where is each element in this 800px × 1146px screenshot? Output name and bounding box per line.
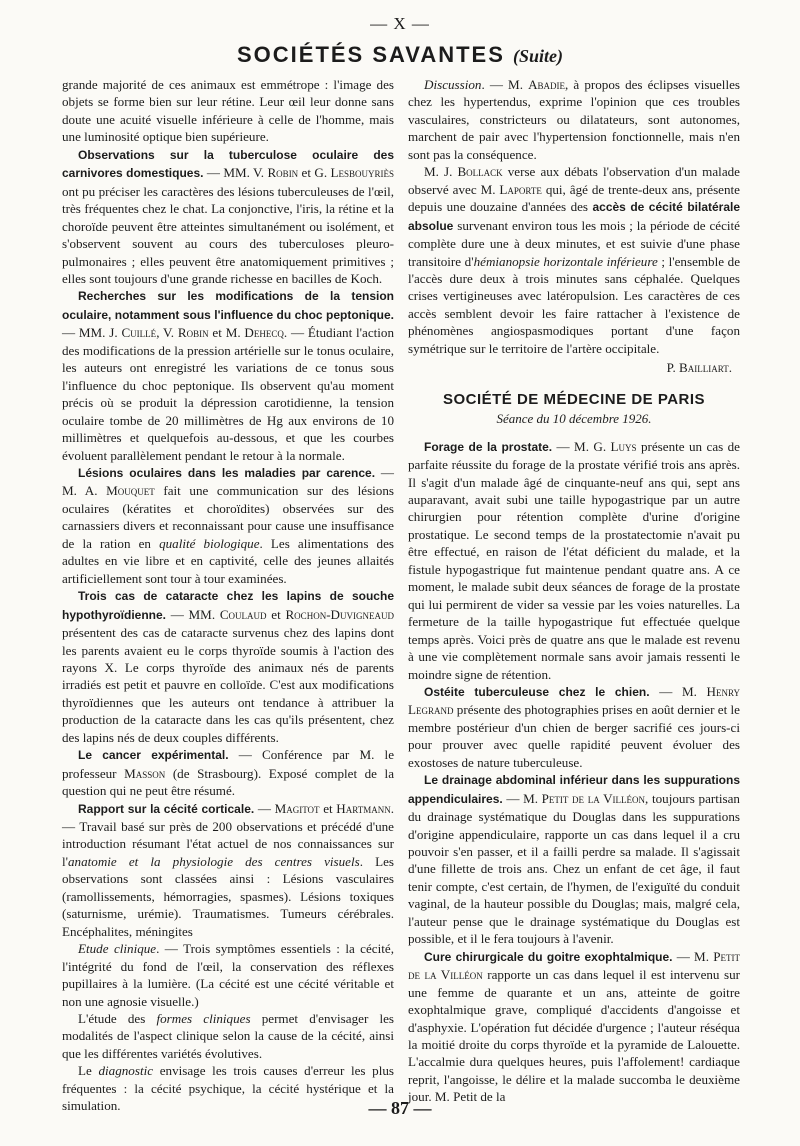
section-title: SOCIÉTÉ DE MÉDECINE DE PARIS	[442, 390, 706, 408]
author-name: Henry Legrand	[408, 683, 740, 718]
article-title: Ostéite tuberculeuse chez le chien.	[424, 684, 650, 699]
author-name: Lesbouyriès	[330, 165, 395, 181]
author-name: Robin	[177, 325, 209, 341]
article-title: Recherches sur les modifications de la tension oculaire, notamment sous l'influence du choc peptonique.	[62, 289, 394, 322]
article-title: Le drainage abdominal inférieur dans les suppurations appendiculaires.	[408, 773, 740, 806]
author-name: Coulaud	[219, 606, 267, 622]
article-title: Forage de la prostate.	[424, 439, 553, 454]
author-name: Magitot	[274, 800, 320, 816]
masthead-title: SOCIÉTÉS SAVANTES	[236, 42, 505, 67]
article-body: rapporte un cas dans lequel il est intervenu sur une femme de quarante et un ans, atteinte de goitre exophtalmique grave, compliqué d'accidents d'angoisse et d'asphyxie. L'opération fut décidée d'urgence ; l'auteur réséqua la moitié droite du corps thyroïde et la pyramide de Lalouette. L'accalmie dura quelques heures, puis l'affolement! cardiaque reprit, l'angoisse, le délire et la malade succomba le deuxième jour. M. Petit de la	[408, 967, 740, 1105]
author-name: Petit de la Villéon	[408, 948, 740, 983]
author-name: Bollack	[457, 164, 503, 180]
article-title: Observations sur la tuberculose oculaire des carnivores domestiques.	[62, 147, 394, 181]
author-name: Masson	[124, 765, 166, 781]
paragraph-discussion: Discussion. — M. Abadie, à propos des éclipses visuelles chez les hypertendus, exprime l'opinion que ces troubles vasculaires, constricteurs ou dilatateurs, sont autonomes, marchent de pair avec l'hypertension fonctionnelle, mais n'en sont pas la conséquence.	[408, 77, 740, 162]
article-carence: Lésions oculaires dans les maladies par carence. — M. A. Mouquet fait une communication sur des lésions oculaires (kératites et choroïdites) observées sur des carnassiers divers et reconnaissant pour cause une insuffisance de la ration en qualité biologique. Les alimentations des adultes en vie libre et en captivité, celle des jeunes allaités artificiellement sont tour à tour examinées.	[62, 464, 394, 586]
section-subtitle: Séance du 10 décembre 1926.	[496, 411, 652, 427]
article-title: Trois cas de cataracte chez les lapins de souche hypothyroïdienne.	[62, 589, 394, 622]
article-title: Lésions oculaires dans les maladies par carence.	[78, 465, 376, 480]
article-body: présente un cas de parfaite réussite du forage de la prostate vérifié trois ans après. Il s'agit d'un malade âgé de cinquante-neuf ans qui, sept ans auparavant, avait subi une taille hypogastrique par un autre chirurgien pour rétention complète d'urine d'origine prostatique. Le second temps de la prostatectomie n'avait pu être effectué, en raison de l'état déficient du malade, et la fistule hypogastrique fut maintenue pendant quatre ans. A ce moment, le malade subit deux séances de forage de la prostate qui lui permirent de vider sa vessie par les voies naturelles. La fermeture de la taille hypogastrique fut effectuée quelque temps après. Voici près de quatre ans que le malade est revenu à une vie complètement normale sans avoir jamais ressenti le moindre signe de rétention.	[408, 438, 740, 682]
author-name: Laporte	[499, 181, 542, 197]
article-title: Cure chirurgicale du goitre exophtalmique.	[424, 949, 673, 964]
paragraph-diagnostic: Le diagnostic envisage les trois causes d'erreur les plus fréquentes : la cécité psychique, la cécité hystérique et la simulation.	[62, 1063, 395, 1114]
signature: P. Bailliart.	[666, 360, 732, 376]
author-name: Rochon-Duvigneaud	[285, 606, 394, 622]
article-forage-prostate: Forage de la prostate. — M. G. Luys présente un cas de parfaite réussite du forage de la prostate vérifié trois ans après. Il s'agit d'un malade âgé de cinquante-neuf ans qui, sept ans auparavant, avait subi une taille hypogastrique par un autre chirurgien pour rétention complète d'urine d'origine prostatique. Le second temps de la prostatectomie n'avait pu être effectué, en raison de l'état déficient du malade, et la fistule hypogastrique fut maintenue pendant quatre ans. A ce moment, le malade subit deux séances de forage de la prostate qui lui permirent de vider sa vessie par les voies naturelles. La fermeture de la taille hypogastrique fut effectuée quelque temps après. Voici près de quatre ans que le malade est revenu à une vie complètement normale sans avoir jamais ressenti le moindre signe de rétention.	[408, 438, 740, 682]
paragraph-etude-clinique: Etude clinique. — Trois symptômes essentiels : la cécité, l'intégrité du fond de l'œil, la conservation des réflexes pupillaires à la lumière. (La cécité est une cécité véritable et non une agnosie visuelle.)	[62, 941, 394, 1009]
article-body: , toujours partisan du drainage systématique du Douglas dans les suppurations d'origine appendiculaire, rapporte un cas dans lequel il a cru pouvoir s'en passer, et il a failli perdre sa malade. Il s'agissait d'une fillette de trois ans. Chez un enfant de cet âge, il faut tenir compte, c'est certain, de l'hymen, de l'exiguïté du conduit vaginal, de la hauteur possible du Douglas; mais, malgré cela, l'auteur pense que le drainage systématique du Douglas est possible, et il le fera toujours à l'avenir.	[408, 790, 740, 947]
author-name: Petit de la Villéon	[541, 790, 646, 806]
author-name: Mouquet	[106, 483, 155, 499]
author-name: Abadie	[528, 77, 566, 92]
paragraph-formes-cliniques: L'étude des formes cliniques permet d'envisager les modalités de l'aspect clinique selon la cause de la cécité, ainsi que les différentes variétés évolutives.	[62, 1011, 394, 1061]
article-body: ont pu préciser les caractères des lésions tuberculeuses de l'œil, très fréquentes chez le chat. La conjonctive, l'iris, la rétine et la choroïde peuvent être atteintes simultanément ou isolément, et s'observent souvent au cours des tuberculoses pleuro-pulmonaires ; elles peuvent être anatomiquement primitives ; elles sont toujours d'une grande richesse en bacilles de Koch.	[62, 183, 394, 286]
author-name: Cuillé	[121, 325, 157, 341]
article-title: Le cancer expérimental.	[78, 748, 229, 763]
author-name: Luys	[610, 438, 637, 454]
article-tension-oculaire: Recherches sur les modifications de la tension oculaire, notamment sous l'influence du choc peptonique. — MM. J. Cuillé, V. Robin et M. Dehecq. — Étudiant l'action des modifications de la pression artérielle sur le tonus oculaire, les auteurs ont enregistré les variations de ce tonus sous l'influence du choc peptonique. Ils observent qu'au moment précis où se produit la dépression carotidienne, la tension oculaire tombe de 20 millimètres de Hg aux environs de 10 millimètres et quelquefois au-dessous, et que les courbes évoluent parallèlement pendant le retour à la normale.	[62, 289, 395, 463]
article-osteite: Ostéite tuberculeuse chez le chien. — M. Henry Legrand présente des photographies prises en août dernier et le membre postérieur d'un chien de berger sacrifié ces jours-ci pour prouver avec quelle rapidité peuvent évoluer des exostoses de nature tuberculeuse.	[408, 683, 740, 770]
article-drainage: Le drainage abdominal inférieur dans les suppurations appendiculaires. — M. Petit de la Villéon, toujours partisan du drainage systématique du Douglas dans les suppurations d'origine appendiculaire, rapporte un cas dans lequel il a cru pouvoir s'en passer, et il a failli perdre sa malade. Il s'agissait d'une fillette de trois ans. Chez un enfant de cet âge, il faut tenir compte, c'est certain, de l'hymen, de l'exiguïté du conduit vaginal, de la hauteur possible du Douglas; mais, malgré cela, l'auteur pense que le drainage systématique du Douglas est possible, et il le fera toujours à l'avenir.	[408, 773, 740, 947]
continued-paragraph: grande majorité de ces animaux est emmétrope : l'image des objets se forme bien sur leur rétine. Leur œil leur donne sans doute une acuité visuelle inférieure à celle de l'homme, mais une luminosité optique bien supérieure.	[62, 77, 394, 145]
article-body: présente des photographies prises en août dernier et le membre postérieur d'un chien de berger sacrifié ces jours-ci pour prouver avec quelle rapidité peuvent évoluer des exostoses de nature tuberculeuse.	[408, 702, 740, 770]
article-body: . — Étudiant l'action des modifications de la pression artérielle sur le tonus oculaire, les auteurs ont enregistré les variations de ce tonus sous l'influence du choc peptonique. Ils observent qu'au moment précis où se produit la dépression carotidienne, la tension oculaire tombe de 20 millimètres de Hg aux environs de 10 millimètres et quelquefois au-dessous, et que les courbes évoluent parallèlement pendant le retour à la normale.	[62, 325, 395, 463]
paragraph-bollack: M. J. Bollack verse aux débats l'observation d'un malade observé avec M. Laporte qui, âgé de trente-deux ans, présente depuis une douzaine d'années des accès de cécité bilatérale absolue survenant environ tous les mois ; la période de cécité complète dure une à deux minutes, et est suivie d'une phase transitoire d'hémianopsie horizontale inférieure ; l'ensemble de l'accès dure deux à trois minutes sans céphalée. Quelques crises vertigineuses avec latéropulsion. Les caractères de ces accès semblent devoir les faire rattacher à l'existence de phénomènes angiospasmodiques portant d'une façon symétrique sur le territoire de l'artère occipitale.	[408, 164, 741, 356]
author-name: Dehecq	[244, 325, 284, 341]
article-goitre: Cure chirurgicale du goitre exophtalmique. — M. Petit de la Villéon rapporte un cas dans lequel il est intervenu sur une femme de quarante et un ans, atteinte de goitre exophtalmique grave, compliqué d'accidents d'angoisse et d'asphyxie. L'opération fut décidée d'urgence ; l'auteur réséqua la moitié droite du corps thyroïde et la pyramide de Lalouette. L'accalmie dura quelques heures, puis l'affolement! cardiaque reprit, l'angoisse, le délire et la malade succomba le deuxième jour. M. Petit de la	[408, 948, 740, 1105]
article-cecite-corticale: Rapport sur la cécité corticale. — Magitot et Hartmann. — Travail basé sur près de 200 observations et précédé d'une introduction résumant l'état actuel de nos connaissances sur l'anatomie et la physiologie des centres visuels. Les observations sont classées ainsi : Lésions vasculaires (ramollissements, hémorragies, spasmes). Lésions toxiques (saturnisme, urémie). Traumatismes. Tumeurs cérébrales. Encéphalites, méningites	[62, 800, 394, 939]
author-name: Hartmann	[336, 800, 391, 816]
page-number: — 87 —	[368, 1098, 432, 1118]
article-cataracte: Trois cas de cataracte chez les lapins de souche hypothyroïdienne. — MM. Coulaud et Rochon-Duvigneaud présentent des cas de cataracte survenus chez des lapins dont les parents avaient eu le corps thyroïde soumis à l'action des rayons X. Le corps thyroïde des animaux nés de parents irradiés est petit et pauvre en colloïde. C'est aux modifications thyroïdiennes que les auteurs ont tendance à attribuer la production de la cataracte dans les cas qu'ils présentent, chez des lapins nés de deux couples différents.	[62, 589, 394, 745]
masthead	[0, 42, 800, 68]
article-body: présentent des cas de cataracte survenus chez des lapins dont les parents avaient eu le corps thyroïde soumis à l'action des rayons X. Le corps thyroïde des animaux nés de parents irradiés est petit et pauvre en colloïde. C'est aux modifications thyroïdiennes que les auteurs ont tendance à attribuer la production de la cataracte dans les cas qu'ils présentent, chez des lapins nés de deux couples différents.	[62, 625, 394, 745]
author-name: Robin	[267, 165, 299, 181]
right-column	[408, 76, 740, 1106]
article-tuberculose-oculaire: Observations sur la tuberculose oculaire des carnivores domestiques. — MM. V. Robin et G. Lesbouyriès ont pu préciser les caractères des lésions tuberculeuses de l'œil, très fréquentes chez le chat. La conjonctive, l'iris, la rétine et la choroïde peuvent être atteintes simultanément ou isolément, et s'observent souvent au cours des tuberculoses pleuro-pulmonaires ; elles peuvent être anatomiquement primitives ; elles sont toujours d'une grande richesse en bacilles de Koch.	[62, 147, 395, 286]
page-folio-top: — X —	[370, 14, 430, 33]
masthead-suite: (Suite)	[513, 46, 564, 66]
article-cancer: Le cancer expérimental. — Conférence par M. le professeur Masson (de Strasbourg). Exposé complet de la question qui ne peut être résumé.	[62, 747, 395, 799]
left-column	[62, 76, 394, 1115]
article-title: Rapport sur la cécité corticale.	[78, 801, 255, 816]
